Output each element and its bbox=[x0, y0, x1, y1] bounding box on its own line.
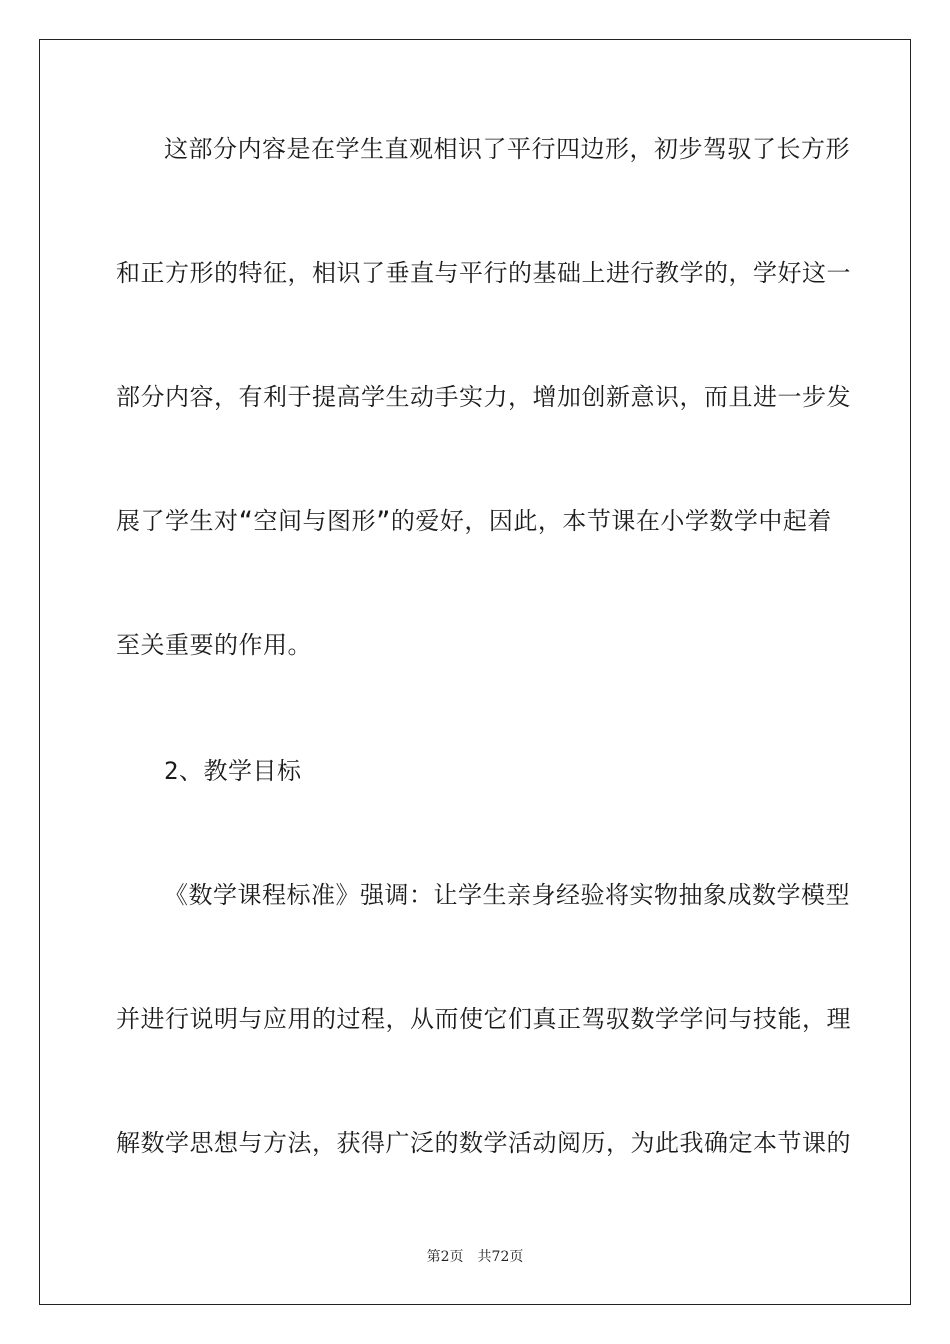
paragraph-line: 解数学思想与方法，获得广泛的数学活动阅历，为此我确定本节课的 bbox=[116, 1129, 851, 1157]
paragraph-line: 展了学生对“空间与图形”的爱好，因此，本节课在小学数学中起着 bbox=[116, 507, 832, 535]
paragraph-line: 并进行说明与应用的过程，从而使它们真正驾驭数学学问与技能，理 bbox=[116, 1005, 851, 1033]
paragraph-line: 这部分内容是在学生直观相识了平行四边形，初步驾驭了长方形 bbox=[164, 135, 850, 163]
section-heading: 2、教学目标 bbox=[164, 757, 302, 785]
page-border bbox=[39, 39, 911, 1305]
page-number: 第2页 bbox=[426, 1249, 464, 1265]
paragraph-line: 至关重要的作用。 bbox=[116, 631, 312, 659]
paragraph-line: 部分内容，有利于提高学生动手实力，增加创新意识，而且进一步发 bbox=[116, 383, 851, 411]
paragraph-line: 和正方形的特征，相识了垂直与平行的基础上进行教学的，学好这一 bbox=[116, 259, 851, 287]
page-footer bbox=[0, 1246, 950, 1266]
paragraph-line: 《数学课程标准》强调：让学生亲身经验将实物抽象成数学模型 bbox=[164, 881, 850, 909]
page-total: 共72页 bbox=[477, 1249, 524, 1265]
